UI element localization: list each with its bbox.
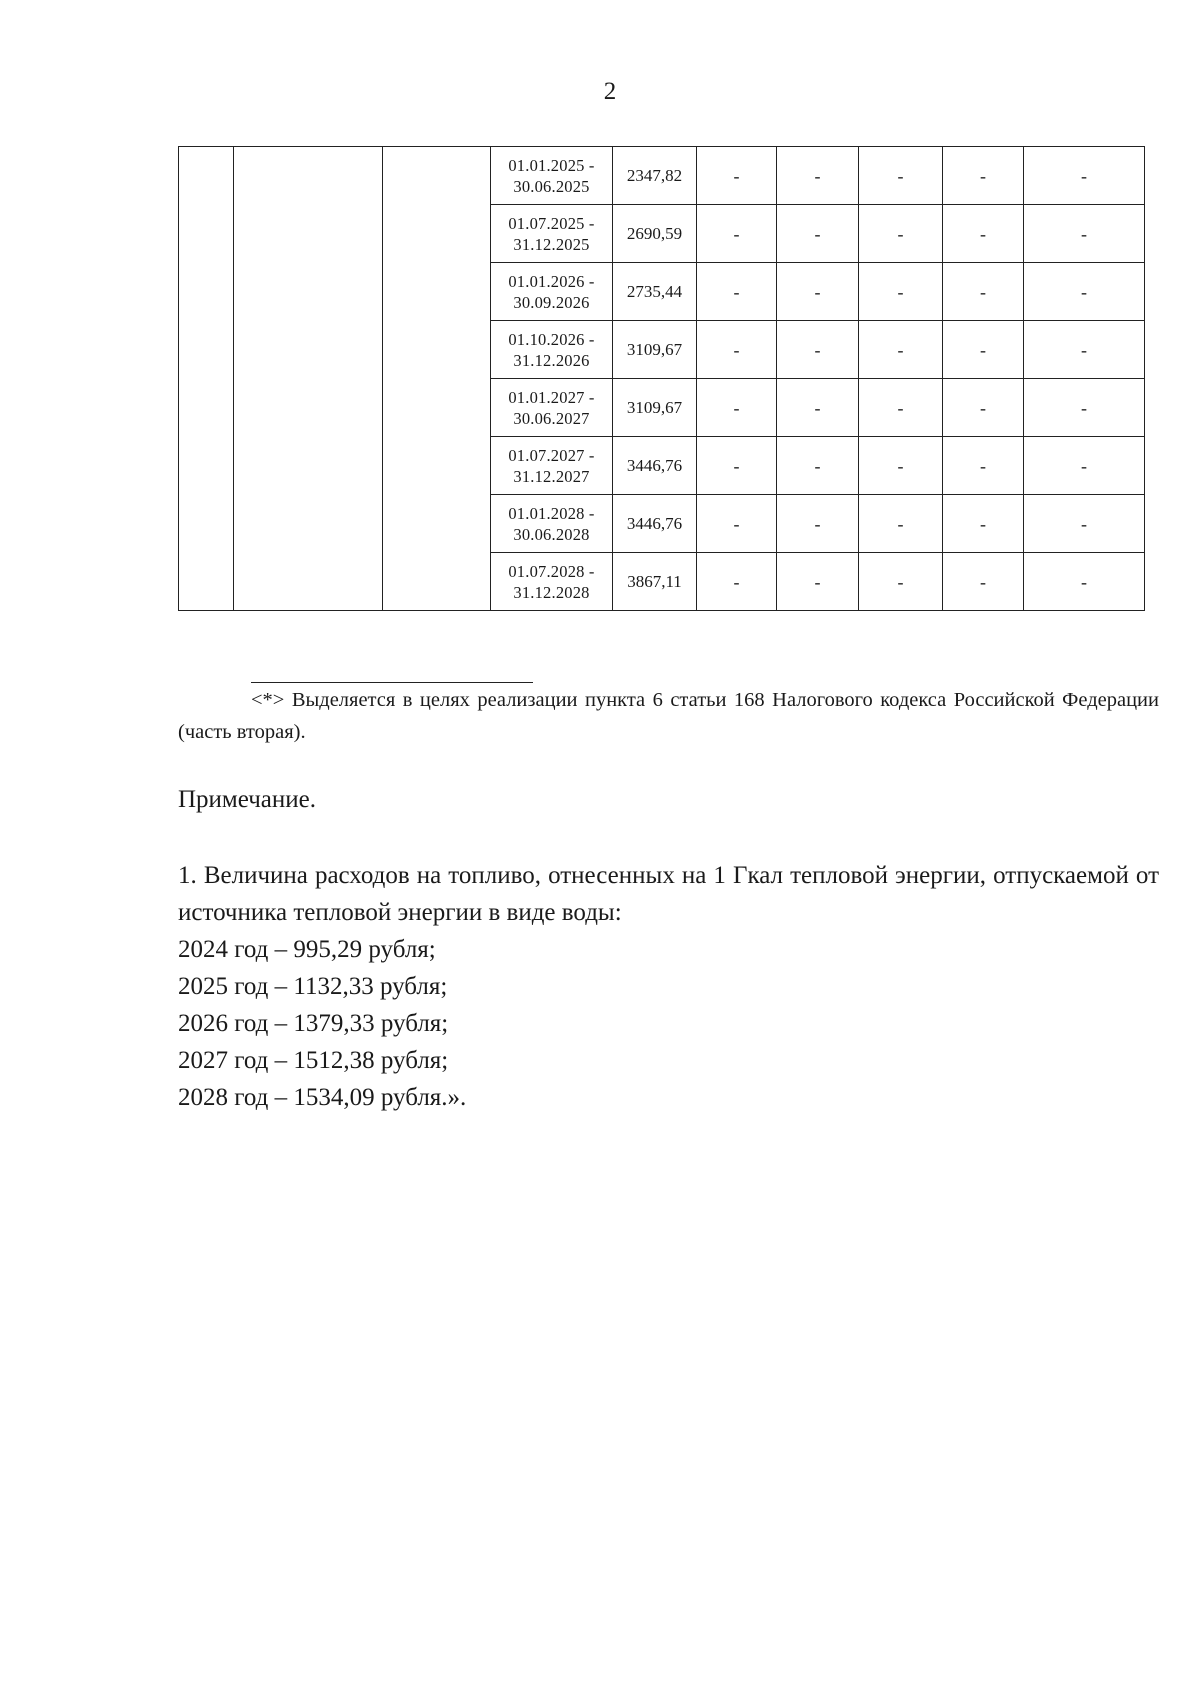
period-end: 31.12.2026 <box>513 350 590 370</box>
period-start: 01.01.2028 - <box>508 503 595 523</box>
footnote-divider <box>251 682 533 683</box>
tariff-table-body <box>179 147 1145 611</box>
period-start: 01.07.2028 - <box>508 561 595 581</box>
note-paragraph: 1. Величина расходов на топливо, отнесенных на 1 Гкал тепловой энергии, отпускаемой от источника тепловой энергии в виде воды: <box>178 862 1159 926</box>
dash-cell: - <box>697 147 777 205</box>
dash-cell: - <box>859 495 943 553</box>
dash-cell: - <box>697 495 777 553</box>
tariff-value-cell: 3446,76 <box>613 437 697 495</box>
period-start: 01.07.2025 - <box>508 213 595 233</box>
dash-cell: - <box>859 437 943 495</box>
period-start: 01.01.2025 - <box>508 155 595 175</box>
dash-cell: - <box>1024 553 1145 611</box>
note-line-2027: 2027 год – 1512,38 рубля; <box>178 1047 449 1074</box>
period-cell <box>491 321 613 379</box>
dash-cell: - <box>943 437 1024 495</box>
period-end: 30.06.2027 <box>513 408 590 428</box>
tariff-value-cell: 2690,59 <box>613 205 697 263</box>
dash-cell: - <box>1024 205 1145 263</box>
period-end: 30.09.2026 <box>513 292 590 312</box>
dash-cell: - <box>1024 147 1145 205</box>
empty-merged-cell <box>234 147 383 611</box>
table-row <box>179 147 1145 205</box>
dash-cell: - <box>943 321 1024 379</box>
tariff-value-cell: 3109,67 <box>613 321 697 379</box>
dash-cell: - <box>777 437 859 495</box>
dash-cell: - <box>777 321 859 379</box>
footnote-text: <*> Выделяется в целях реализации пункта 6 статьи 168 Налогового кодекса Российской Федерации (часть вторая). <box>178 689 1159 743</box>
period-end: 30.06.2028 <box>513 524 590 544</box>
dash-cell: - <box>777 379 859 437</box>
dash-cell: - <box>859 205 943 263</box>
period-cell <box>491 553 613 611</box>
note-line-2025: 2025 год – 1132,33 рубля; <box>178 973 448 1000</box>
dash-cell: - <box>859 263 943 321</box>
period-end: 31.12.2027 <box>513 466 590 486</box>
note-line-2024: 2024 год – 995,29 рубля; <box>178 936 436 963</box>
period-cell <box>491 263 613 321</box>
dash-cell: - <box>697 553 777 611</box>
note-title: Примечание. <box>178 786 317 813</box>
period-cell <box>491 495 613 553</box>
dash-cell: - <box>697 205 777 263</box>
dash-cell: - <box>859 379 943 437</box>
dash-cell: - <box>859 321 943 379</box>
note-line-2026: 2026 год – 1379,33 рубля; <box>178 1010 449 1037</box>
dash-cell: - <box>1024 321 1145 379</box>
dash-cell: - <box>943 379 1024 437</box>
tariff-value-cell: 3446,76 <box>613 495 697 553</box>
tariff-value-cell: 2735,44 <box>613 263 697 321</box>
period-start: 01.01.2027 - <box>508 387 595 407</box>
note-body <box>178 857 1159 1116</box>
tariff-value-cell: 2347,82 <box>613 147 697 205</box>
dash-cell: - <box>697 379 777 437</box>
dash-cell: - <box>777 205 859 263</box>
dash-cell: - <box>1024 495 1145 553</box>
dash-cell: - <box>697 437 777 495</box>
dash-cell: - <box>859 147 943 205</box>
dash-cell: - <box>1024 379 1145 437</box>
dash-cell: - <box>943 205 1024 263</box>
dash-cell: - <box>943 263 1024 321</box>
dash-cell: - <box>943 495 1024 553</box>
period-end: 31.12.2025 <box>513 234 590 254</box>
dash-cell: - <box>1024 437 1145 495</box>
period-end: 31.12.2028 <box>513 582 590 602</box>
tariff-value-cell: 3867,11 <box>613 553 697 611</box>
dash-cell: - <box>777 495 859 553</box>
period-start: 01.01.2026 - <box>508 271 595 291</box>
dash-cell: - <box>859 553 943 611</box>
period-cell <box>491 437 613 495</box>
dash-cell: - <box>697 321 777 379</box>
period-cell <box>491 205 613 263</box>
note-line-2028: 2028 год – 1534,09 рубля.». <box>178 1084 467 1111</box>
dash-cell: - <box>943 147 1024 205</box>
period-start: 01.10.2026 - <box>508 329 595 349</box>
dash-cell: - <box>777 263 859 321</box>
dash-cell: - <box>943 553 1024 611</box>
dash-cell: - <box>777 553 859 611</box>
page-number: 2 <box>603 78 617 105</box>
period-end: 30.06.2025 <box>513 176 590 196</box>
period-cell <box>491 147 613 205</box>
period-cell <box>491 379 613 437</box>
dash-cell: - <box>777 147 859 205</box>
dash-cell: - <box>697 263 777 321</box>
tariff-table <box>178 146 1145 611</box>
dash-cell: - <box>1024 263 1145 321</box>
period-start: 01.07.2027 - <box>508 445 595 465</box>
empty-merged-cell <box>383 147 491 611</box>
empty-merged-cell <box>179 147 234 611</box>
tariff-value-cell: 3109,67 <box>613 379 697 437</box>
